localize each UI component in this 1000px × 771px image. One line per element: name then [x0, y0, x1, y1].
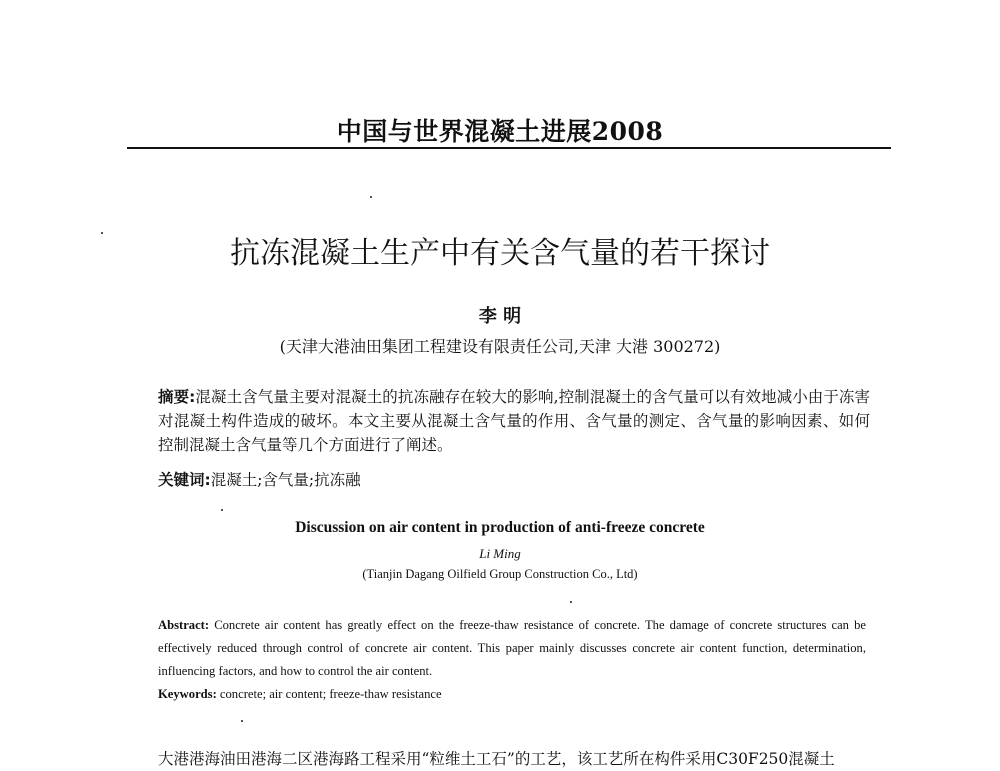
body-partial-line: 大港港海油田港海二区港海路工程采用“粒维土工石”的工艺，该工艺所在构件采用C30F250混凝土	[158, 750, 835, 768]
english-keywords-text: concrete; air content; freeze-thaw resistance	[219, 687, 442, 701]
header-rule	[127, 147, 891, 149]
english-title: Discussion on air content in production of anti-freeze concrete	[295, 519, 705, 536]
english-author: Li Ming	[479, 546, 521, 561]
scan-speck	[570, 601, 572, 603]
english-affiliation: (Tianjin Dagang Oilfield Group Construction Co., Ltd)	[362, 567, 638, 581]
english-abstract-text: Concrete air content has greatly effect on the freeze-thaw resistance of concrete. The damage of concrete structures can be effectively reduced through control of concrete air content. This paper mainly discusses concrete air content function, determination, influencing factors, and how to control the air content.	[158, 618, 866, 678]
english-keywords	[158, 684, 866, 704]
chinese-keywords-label: 关键词:	[158, 471, 211, 489]
scan-speck	[101, 232, 103, 234]
english-abstract	[158, 614, 866, 683]
scan-speck	[221, 509, 223, 511]
english-keywords-label: Keywords:	[158, 687, 217, 701]
scan-speck	[370, 196, 372, 198]
chinese-abstract	[158, 385, 870, 457]
chinese-abstract-text: 混凝土含气量主要对混凝土的抗冻融存在较大的影响,控制混凝土的含气量可以有效地减小由于冻害对混凝土构件造成的破坏。本文主要从混凝土含气量的作用、含气量的测定、含气量的影响因素、如何控制混凝土含气量等几个方面进行了阐述。	[158, 388, 871, 454]
chinese-keywords-text: 混凝土;含气量;抗冻融	[210, 471, 361, 489]
running-header: 中国与世界混凝土进展2008	[336, 117, 664, 146]
chinese-abstract-label: 摘要:	[158, 388, 196, 406]
chinese-keywords	[158, 469, 870, 491]
english-abstract-label: Abstract:	[158, 618, 210, 632]
scan-speck	[241, 720, 243, 722]
chinese-affiliation: (天津大港油田集团工程建设有限责任公司,天津 大港 300272)	[279, 337, 721, 356]
chinese-title: 抗冻混凝土生产中有关含气量的若干探讨	[230, 236, 770, 271]
chinese-author: 李 明	[478, 306, 522, 327]
